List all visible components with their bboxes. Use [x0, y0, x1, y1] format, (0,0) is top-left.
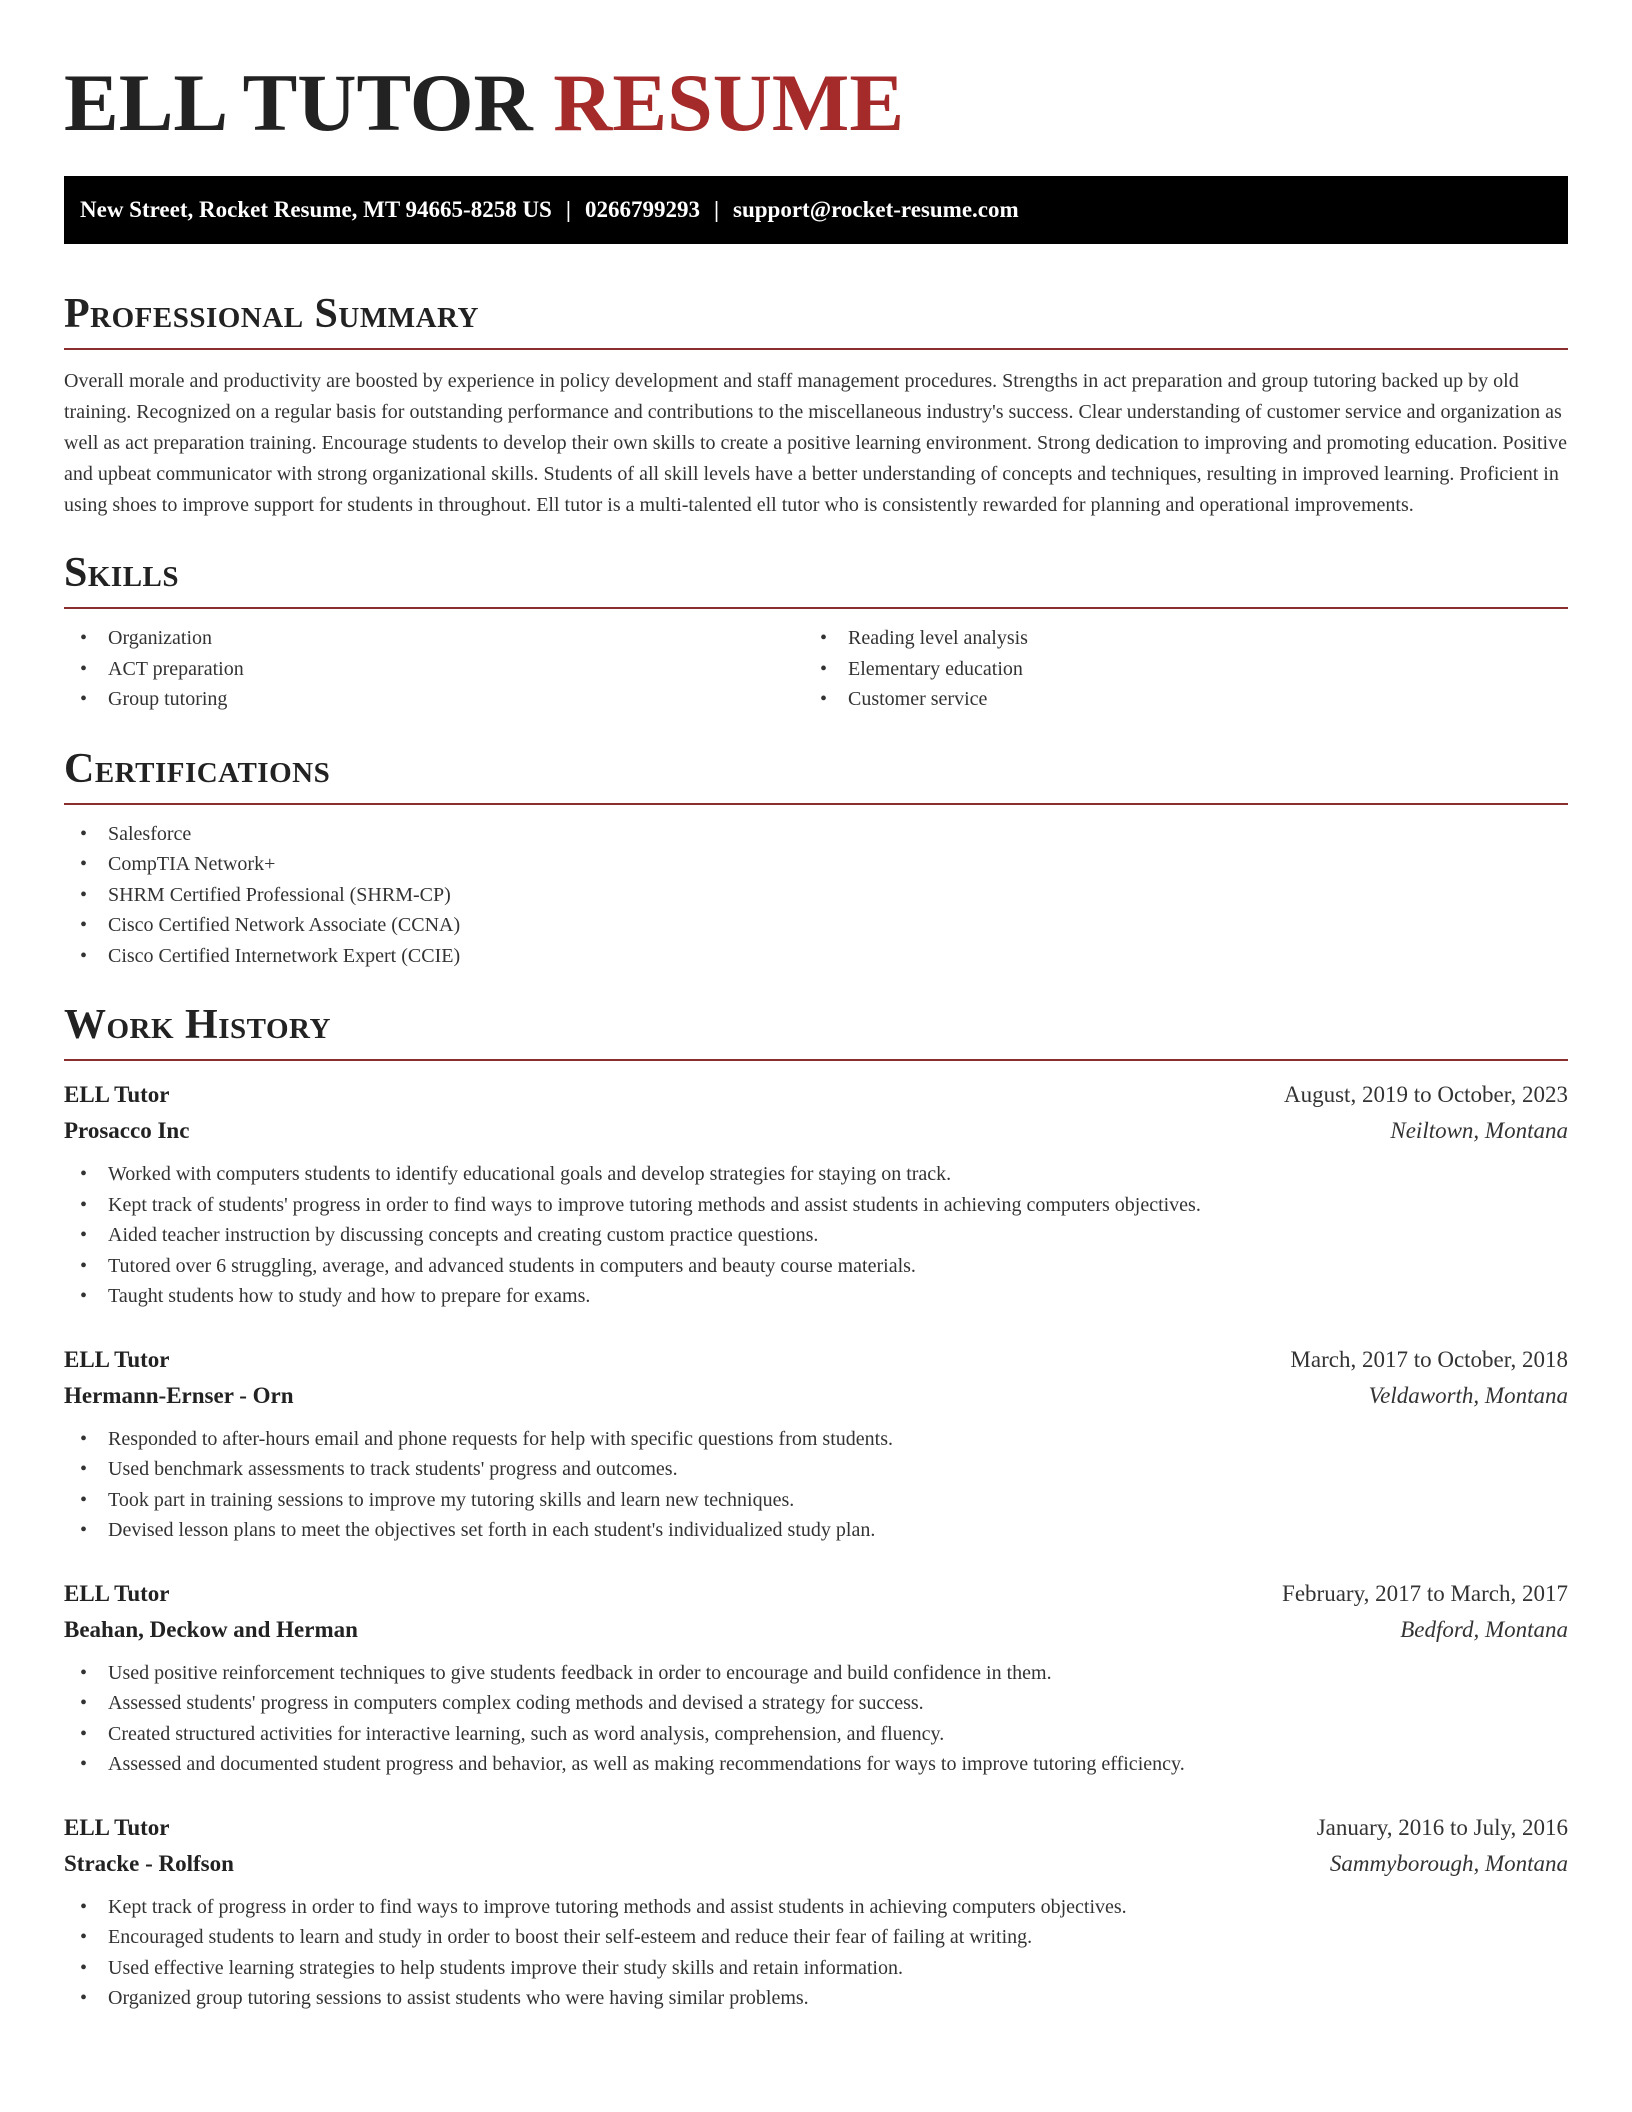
- job-location: Sammyborough, Montana: [1329, 1850, 1568, 1876]
- job-dates: August, 2019 to October, 2023: [1284, 1082, 1568, 1107]
- job-location: Neiltown, Montana: [1390, 1118, 1568, 1143]
- job-duties: [64, 1892, 1568, 2014]
- summary-section: [64, 290, 1568, 521]
- job-duty-item: • Used positive reinforcement techniques to give students feedback in order to encourage and build confidence in them.: [64, 1658, 1568, 1689]
- title-main: ELL TUTOR: [64, 57, 533, 148]
- job-subheader: [64, 1113, 1568, 1149]
- job-duty-item: • Assessed and documented student progress and behavior, as well as making recommendations for ways to improve tutoring efficiency.: [64, 1749, 1568, 1780]
- job-company: Hermann-Ernser - Orn: [64, 1382, 294, 1408]
- section-heading-skills: Skills: [64, 550, 180, 596]
- contact-separator: |: [713, 197, 720, 222]
- job-duty-item: • Kept track of students' progress in order to find ways to improve tutoring methods and assist students in achieving computers objectives.: [64, 1190, 1568, 1221]
- job-duty-item: • Worked with computers students to identify educational goals and develop strategies for staying on track.: [64, 1159, 1568, 1190]
- job-dates: February, 2017 to March, 2017: [1282, 1580, 1568, 1606]
- job-duty-item: • Used effective learning strategies to help students improve their study skills and retain information.: [64, 1953, 1568, 1984]
- job-header: [64, 1342, 1568, 1378]
- section-divider: [64, 803, 1568, 805]
- certification-item: • CompTIA Network+: [64, 849, 1568, 880]
- certifications-list: [64, 819, 1568, 972]
- certification-item: • Salesforce: [64, 819, 1568, 850]
- job-entry: [64, 1576, 1568, 1780]
- job-subheader: [64, 1612, 1568, 1648]
- section-heading-work-history: Work History: [64, 1002, 331, 1048]
- contact-separator: |: [565, 197, 571, 222]
- certification-item: • Cisco Certified Network Associate (CCNA): [64, 910, 1568, 941]
- job-duties: [64, 1159, 1568, 1312]
- section-heading-summary: Professional Summary: [64, 291, 479, 337]
- skill-item: • Customer service: [804, 684, 1544, 715]
- skill-item: • Reading level analysis: [804, 623, 1544, 654]
- job-subheader: [64, 1846, 1568, 1882]
- job-company: Prosacco Inc: [64, 1118, 190, 1143]
- job-location: Veldaworth, Montana: [1368, 1382, 1568, 1408]
- section-divider: [64, 607, 1568, 609]
- work-history-section: [64, 1001, 1568, 2014]
- skills-section: [64, 549, 1568, 715]
- section-divider: [64, 348, 1568, 350]
- job-title: ELL Tutor: [64, 1346, 170, 1372]
- job-duty-item: • Responded to after-hours email and phone requests for help with specific questions from students.: [64, 1424, 1568, 1455]
- resume-title: [64, 0, 1568, 148]
- contact-bar: [64, 176, 1568, 244]
- job-header: [64, 1576, 1568, 1612]
- job-duties: [64, 1658, 1568, 1780]
- job-entry: [64, 1342, 1568, 1546]
- job-duty-item: • Organized group tutoring sessions to assist students who were having similar problems.: [64, 1983, 1568, 2014]
- contact-phone[interactable]: 0266799293: [584, 197, 700, 222]
- job-company: Beahan, Deckow and Herman: [64, 1616, 358, 1642]
- job-header: [64, 1077, 1568, 1113]
- job-company: Stracke - Rolfson: [64, 1850, 234, 1876]
- contact-address: New Street, Rocket Resume, MT 94665-8258 US: [80, 197, 552, 222]
- job-duty-item: • Taught students how to study and how to prepare for exams.: [64, 1281, 1568, 1312]
- job-duty-item: • Used benchmark assessments to track students' progress and outcomes.: [64, 1454, 1568, 1485]
- job-subheader: [64, 1378, 1568, 1414]
- skill-item: • Organization: [64, 623, 804, 654]
- certifications-section: [64, 745, 1568, 972]
- job-entry: [64, 1810, 1568, 2014]
- job-location: Bedford, Montana: [1400, 1616, 1568, 1642]
- job-header: [64, 1810, 1568, 1846]
- job-title: ELL Tutor: [64, 1814, 170, 1840]
- skill-item: • ACT preparation: [64, 654, 804, 685]
- job-duty-item: • Tutored over 6 struggling, average, and advanced students in computers and beauty course materials.: [64, 1251, 1568, 1282]
- skills-list-right: [804, 623, 1544, 715]
- section-divider: [64, 1059, 1568, 1061]
- job-duty-item: • Kept track of progress in order to find ways to improve tutoring methods and assist students in achieving computers objectives.: [64, 1892, 1568, 1923]
- job-duties: [64, 1424, 1568, 1546]
- certification-item: • SHRM Certified Professional (SHRM-CP): [64, 880, 1568, 911]
- job-duty-item: • Took part in training sessions to improve my tutoring skills and learn new techniques.: [64, 1485, 1568, 1516]
- job-duty-item: • Assessed students' progress in computers complex coding methods and devised a strategy for success.: [64, 1688, 1568, 1719]
- skill-item: • Elementary education: [804, 654, 1544, 685]
- job-dates: January, 2016 to July, 2016: [1316, 1814, 1568, 1840]
- skills-grid: [64, 623, 1568, 715]
- skill-item: • Group tutoring: [64, 684, 804, 715]
- section-heading-certifications: Certifications: [64, 745, 331, 792]
- job-title: ELL Tutor: [64, 1082, 170, 1107]
- job-title: ELL Tutor: [64, 1580, 170, 1606]
- job-duty-item: • Encouraged students to learn and study in order to boost their self-esteem and reduce their fear of failing at writing.: [64, 1922, 1568, 1953]
- job-duty-item: • Devised lesson plans to meet the objectives set forth in each student's individualized study plan.: [64, 1515, 1568, 1546]
- job-duty-item: • Aided teacher instruction by discussing concepts and creating custom practice questions.: [64, 1220, 1568, 1251]
- skills-list-left: [64, 623, 804, 715]
- contact-email[interactable]: support@rocket-resume.com: [733, 197, 1019, 222]
- title-accent: RESUME: [553, 57, 905, 148]
- summary-text: Overall morale and productivity are boosted by experience in policy development and staff management procedures. Strengths in act preparation and group tutoring backed up by old training. Recognized on a regular basis for outstanding performance and contributions to the miscellaneous industry's success. Clear understanding of customer service and organization as well as act preparation training. Encourage students to develop their own skills to create a positive learning environment. Strong dedication to improving and promoting education. Positive and upbeat communicator with strong organizational skills. Students of all skill levels have a better understanding of concepts and techniques, resulting in improved learning. Proficient in using shoes to improve support for students in throughout. Ell tutor is a multi-talented ell tutor who is consistently rewarded for planning and operational improvements.: [64, 370, 1567, 516]
- job-entry: [64, 1077, 1568, 1312]
- certification-item: • Cisco Certified Internetwork Expert (CCIE): [64, 941, 1568, 972]
- job-duty-item: • Created structured activities for interactive learning, such as word analysis, comprehension, and fluency.: [64, 1719, 1568, 1750]
- job-dates: March, 2017 to October, 2018: [1290, 1346, 1568, 1372]
